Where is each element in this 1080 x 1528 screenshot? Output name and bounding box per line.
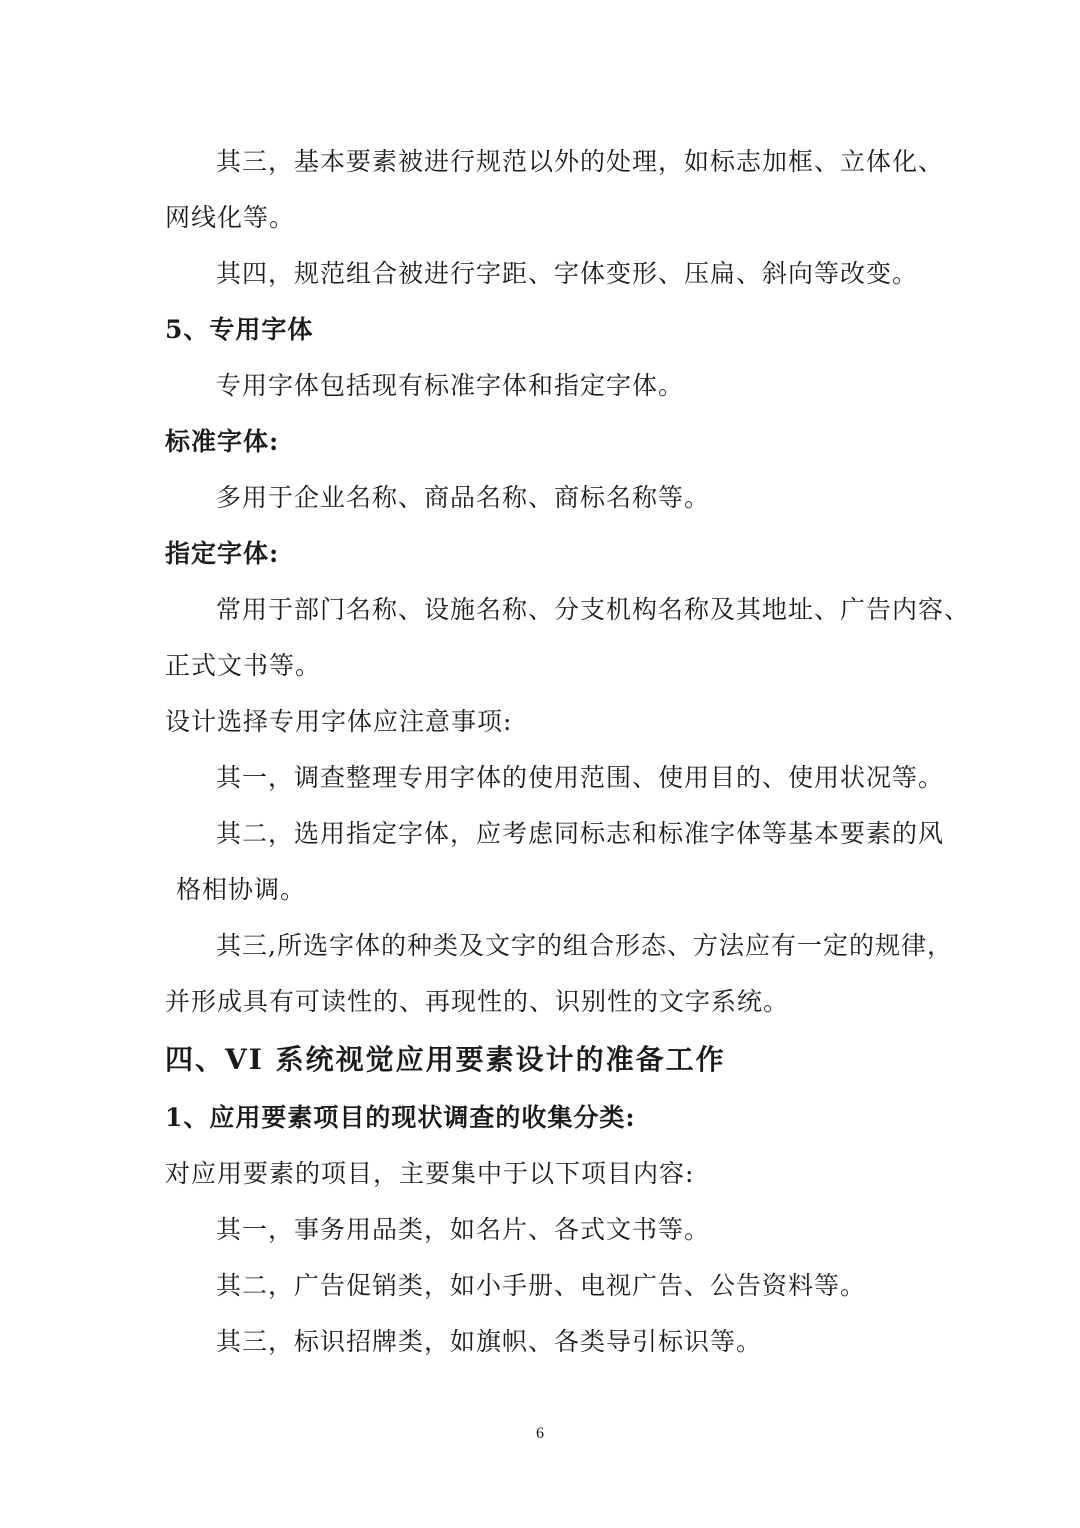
- term-label-standard-font: 标准字体:: [165, 427, 280, 456]
- paragraph-line: 其三，标识招牌类，如旗帜、各类导引标识等。: [216, 1327, 763, 1356]
- paragraph-line: 多用于企业名称、商品名称、商标名称等。: [216, 483, 711, 512]
- paragraph-line: 其一，事务用品类，如名片、各式文书等。: [216, 1215, 711, 1244]
- page-number: 6: [536, 1425, 544, 1442]
- chapter-heading-4: 四、VI 系统视觉应用要素设计的准备工作: [165, 1043, 726, 1076]
- paragraph-line: 格相协调。: [176, 875, 307, 904]
- paragraph-line: 其二，选用指定字体，应考虑同标志和标准字体等基本要素的风: [216, 819, 945, 848]
- paragraph-line: 设计选择专用字体应注意事项:: [165, 707, 513, 736]
- paragraph-line: 专用字体包括现有标准字体和指定字体。: [216, 371, 685, 400]
- term-label-designated-font: 指定字体:: [165, 539, 280, 568]
- section-heading-5: 5、专用字体: [165, 315, 314, 344]
- paragraph-line: 其四，规范组合被进行字距、字体变形、压扁、斜向等改变。: [216, 259, 919, 288]
- paragraph-line: 网线化等。: [165, 203, 296, 232]
- paragraph-line: 其二，广告促销类，如小手册、电视广告、公告资料等。: [216, 1271, 867, 1300]
- paragraph-line: 其三，基本要素被进行规范以外的处理，如标志加框、立体化、: [216, 147, 945, 176]
- section-heading-1: 1、应用要素项目的现状调查的收集分类:: [165, 1103, 636, 1132]
- paragraph-line: 正式文书等。: [165, 651, 322, 680]
- paragraph-line: 并形成具有可读性的、再现性的、识别性的文字系统。: [165, 987, 790, 1016]
- paragraph-line: 其一，调查整理专用字体的使用范围、使用目的、使用状况等。: [216, 763, 945, 792]
- paragraph-line: 常用于部门名称、设施名称、分支机构名称及其地址、广告内容、: [216, 595, 971, 624]
- paragraph-line: 对应用要素的项目，主要集中于以下项目内容:: [165, 1159, 695, 1188]
- paragraph-line: 其三,所选字体的种类及文字的组合形态、方法应有一定的规律，: [216, 931, 953, 960]
